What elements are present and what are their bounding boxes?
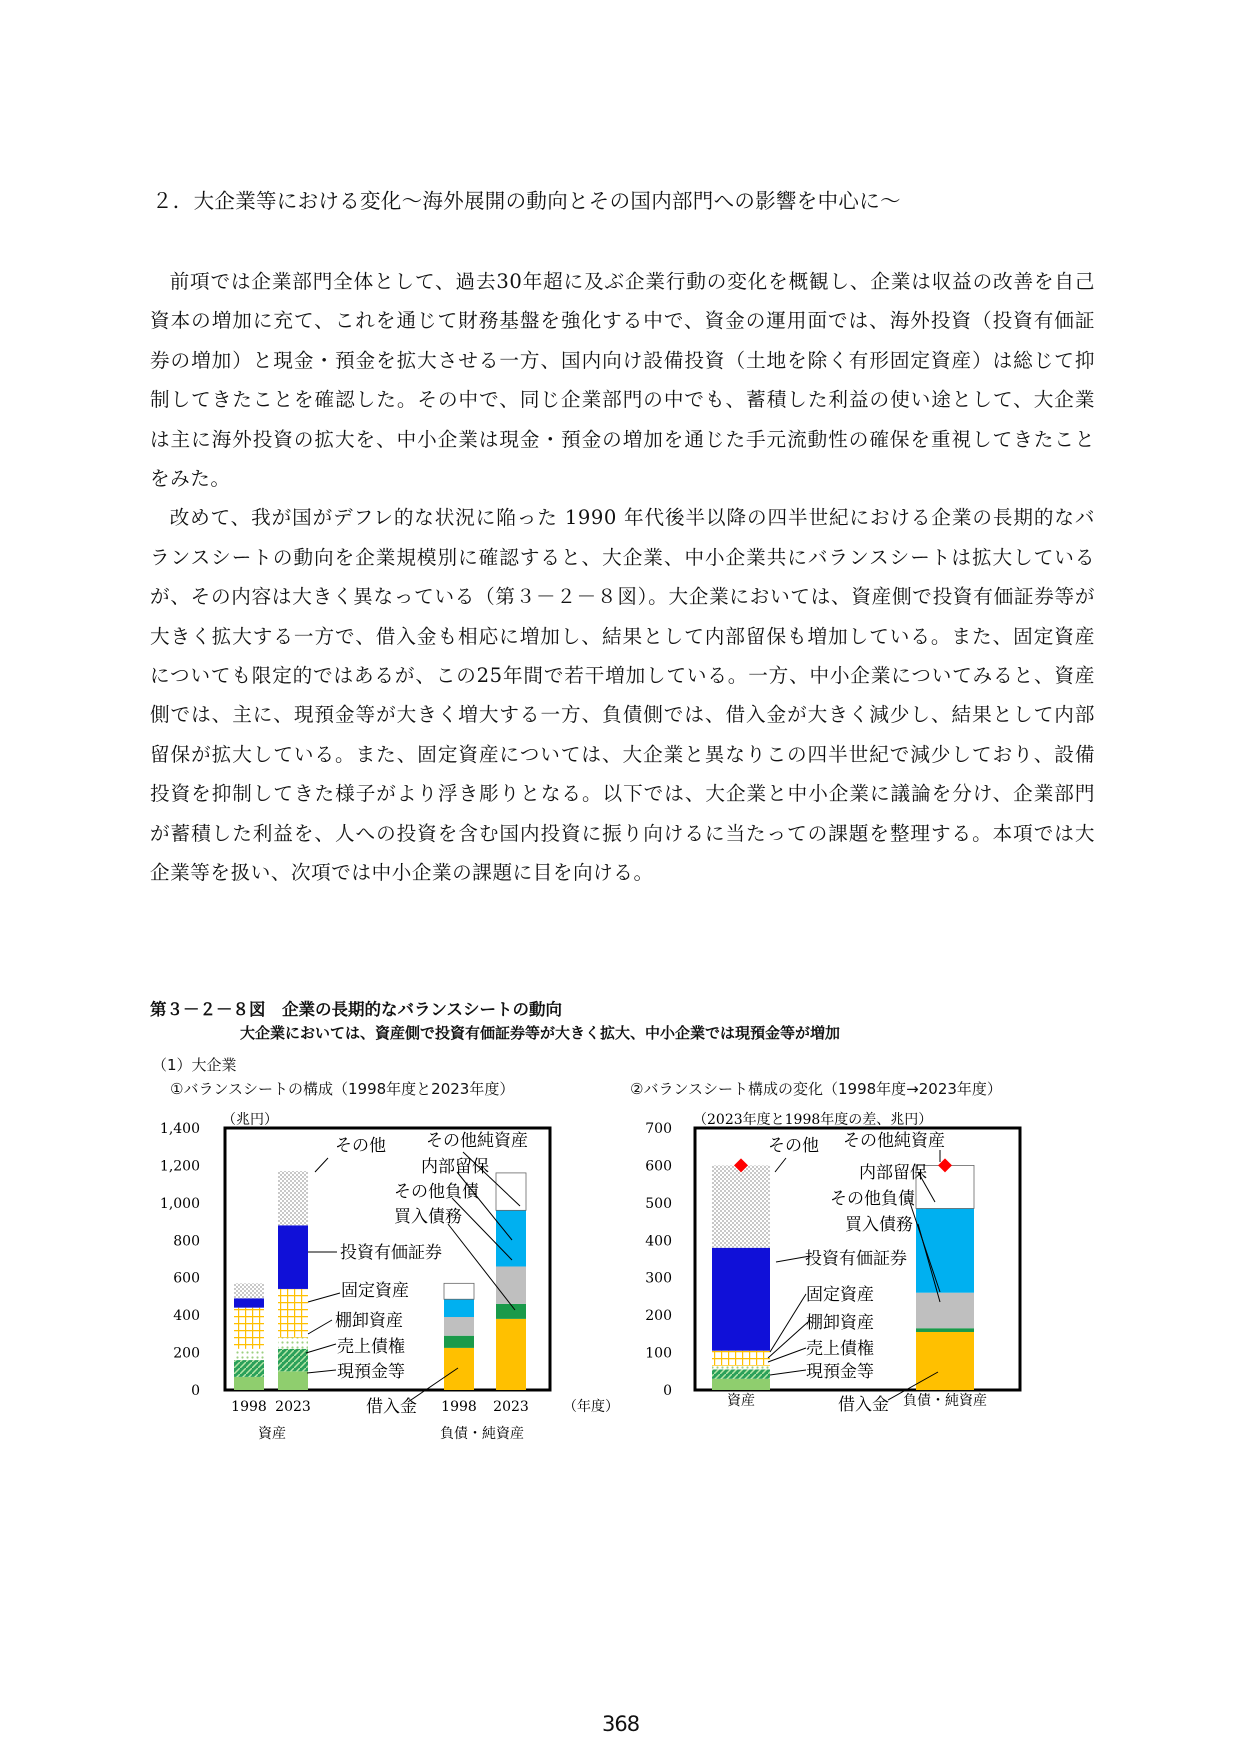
bar-segment-other-liabilities bbox=[444, 1317, 474, 1336]
y-tick-label: 1,000 bbox=[159, 1195, 200, 1212]
bar-segment-securities bbox=[712, 1248, 770, 1351]
panel1-title: ①バランスシートの構成（1998年度と2023年度） bbox=[170, 1080, 515, 1098]
y-tick-label: 700 bbox=[645, 1121, 672, 1137]
x-tick-label: 2023 bbox=[275, 1399, 311, 1415]
y-tick-label: 0 bbox=[191, 1383, 200, 1399]
x-tick-label: 2023 bbox=[493, 1399, 529, 1415]
chart2-label-other-net-assets: その他純資産 bbox=[843, 1131, 945, 1151]
bar-segment-other-net-assets bbox=[496, 1173, 526, 1210]
y-tick-label: 1,400 bbox=[159, 1121, 200, 1137]
bar-segment-other-assets bbox=[234, 1283, 264, 1298]
y-tick-label: 600 bbox=[173, 1270, 200, 1287]
chart2-y-tick-labels bbox=[645, 1121, 672, 1399]
bar-segment-receivables bbox=[234, 1360, 264, 1377]
y-tick-label: 500 bbox=[645, 1195, 672, 1212]
chart2-label-payables: 買入債務 bbox=[845, 1215, 913, 1235]
y-tick-label: 100 bbox=[645, 1345, 672, 1362]
x-tick-label: 資産 bbox=[727, 1393, 755, 1409]
bar-segment-retained-earnings bbox=[916, 1208, 974, 1292]
y-tick-label: 400 bbox=[173, 1308, 200, 1325]
x-tick-label: 負債・純資産 bbox=[903, 1393, 987, 1409]
figure-subtitle: 大企業においては、資産側で投資有価証券等が大きく拡大、中小企業では現預金等が増加 bbox=[240, 1024, 841, 1042]
y-tick-label: 400 bbox=[645, 1233, 672, 1250]
bar-segment-inventories bbox=[234, 1349, 264, 1360]
chart1-group-label-liabilities: 負債・純資産 bbox=[440, 1426, 524, 1442]
chart1-label-securities: 投資有価証券 bbox=[340, 1243, 442, 1263]
bar-segment-cash bbox=[712, 1379, 770, 1390]
chart2-label-inventories: 棚卸資産 bbox=[806, 1313, 874, 1333]
y-tick-label: 1,200 bbox=[159, 1158, 200, 1175]
paragraph: 改めて、我が国がデフレ的な状況に陥った 1990 年代後半以降の四半世紀における企業の長期的なバランスシートの動向を企業規模別に確認すると、大企業、中小企業共にバランスシートは拡大しているが、その内容は大きく異なっている（第３－２－８図）。大企業においては、資産側で投資有価証券等が大きく拡大する一方で、借入金も相応に増加し、結果として内部留保も増加している。また、固定資産についても限定的ではあるが、この25年間で若干増加している。一方、中小企業についてみると、資産側では、主に、現預金等が大きく増大する一方、負債側では、借入金が大きく減少し、結果として内部留保が拡大している。また、固定資産については、大企業と異なりこの四半世紀で減少しており、設備投資を抑制してきた様子がより浮き彫りとなる。以下では、大企業と中小企業に議論を分け、企業部門が蓄積した利益を、人への投資を含む国内投資に振り向けるに当たっての課題を整理する。本項では大企業等を扱い、次項では中小企業の課題に目を向ける。 bbox=[150, 506, 1095, 885]
chart2-label-other: その他 bbox=[768, 1136, 819, 1156]
chart1-x-unit: （年度） bbox=[563, 1399, 619, 1415]
y-tick-label: 300 bbox=[645, 1270, 672, 1287]
chart1-label-fixed-assets: 固定資産 bbox=[341, 1281, 409, 1301]
chart2-y-unit: （2023年度と1998年度の差、兆円） bbox=[693, 1112, 933, 1128]
bar-segment-other-net-assets bbox=[444, 1283, 474, 1299]
bar-segment-inventories bbox=[278, 1338, 308, 1349]
y-tick-label: 200 bbox=[173, 1345, 200, 1362]
panel2-title: ②バランスシート構成の変化（1998年度→2023年度） bbox=[630, 1080, 1002, 1098]
x-tick-label: 1998 bbox=[231, 1399, 267, 1415]
bar-segment-fixed-assets bbox=[234, 1308, 264, 1349]
page-number: 368 bbox=[602, 1712, 640, 1736]
bar-segment-other-assets bbox=[278, 1171, 308, 1225]
bar-segment-other-assets bbox=[712, 1165, 770, 1247]
section-heading: ２．大企業等における変化〜海外展開の動向とその国内部門への影響を中心に〜 bbox=[152, 189, 901, 213]
chart2-label-retained-earnings: 内部留保 bbox=[859, 1163, 927, 1183]
y-tick-label: 800 bbox=[173, 1233, 200, 1250]
chart1-y-tick-labels bbox=[160, 1121, 200, 1399]
x-tick-label: 1998 bbox=[441, 1399, 477, 1415]
chart1-group-label-assets: 資産 bbox=[258, 1426, 286, 1442]
chart1-label-other-net-assets: その他純資産 bbox=[426, 1131, 528, 1151]
bar-segment-receivables bbox=[278, 1349, 308, 1371]
y-tick-label: 200 bbox=[645, 1308, 672, 1325]
bar-segment-securities bbox=[278, 1225, 308, 1289]
bar-segment-borrowings bbox=[444, 1348, 474, 1390]
bar-segment-borrowings bbox=[916, 1332, 974, 1390]
chart2-label-fixed-assets: 固定資産 bbox=[806, 1285, 874, 1305]
bar-segment-borrowings bbox=[496, 1319, 526, 1390]
chart1-label-retained-earnings: 内部留保 bbox=[421, 1157, 489, 1177]
chart1-label-payables: 買入債務 bbox=[394, 1207, 462, 1227]
chart1-label-other-liabilities: その他負債 bbox=[394, 1182, 479, 1202]
chart1-label-cash: 現預金等 bbox=[337, 1362, 405, 1382]
bar-segment-other-liabilities bbox=[916, 1293, 974, 1329]
bar-segment-retained-earnings bbox=[444, 1299, 474, 1317]
bar-segment-payables bbox=[444, 1336, 474, 1348]
chart1-y-unit: （兆円） bbox=[222, 1112, 278, 1128]
bar-segment-securities bbox=[234, 1298, 264, 1307]
bar-segment-payables bbox=[916, 1328, 974, 1332]
chart1-label-borrowings: 借入金 bbox=[366, 1397, 417, 1417]
chart2-label-borrowings: 借入金 bbox=[838, 1395, 889, 1415]
chart2 bbox=[645, 1111, 1020, 1415]
bar-segment-fixed-assets bbox=[278, 1289, 308, 1338]
chart2-label-other-liabilities: その他負債 bbox=[830, 1189, 915, 1209]
chart1 bbox=[160, 1112, 619, 1442]
chart2-label-securities: 投資有価証券 bbox=[805, 1249, 907, 1269]
figure-title: 第３－２－８図 企業の長期的なバランスシートの動向 bbox=[150, 1000, 563, 1019]
bar-segment-receivables bbox=[712, 1369, 770, 1378]
bar-segment-cash bbox=[234, 1377, 264, 1390]
bar-segment-inventories bbox=[712, 1366, 770, 1370]
bar-segment-fixed-assets bbox=[712, 1351, 770, 1366]
chart1-label-other: その他 bbox=[335, 1136, 386, 1156]
y-tick-label: 0 bbox=[663, 1383, 672, 1399]
chart1-label-inventories: 棚卸資産 bbox=[335, 1311, 403, 1331]
y-tick-label: 600 bbox=[645, 1158, 672, 1175]
bar-segment-other-liabilities bbox=[496, 1266, 526, 1303]
figure-section-label: （1）大企業 bbox=[152, 1056, 237, 1074]
bar-segment-payables bbox=[496, 1304, 526, 1319]
bar-segment-cash bbox=[278, 1371, 308, 1390]
chart1-label-receivables: 売上債権 bbox=[337, 1337, 405, 1357]
chart2-label-cash: 現預金等 bbox=[806, 1362, 874, 1382]
chart2-label-receivables: 売上債権 bbox=[806, 1339, 874, 1359]
paragraph: 前項では企業部門全体として、過去30年超に及ぶ企業行動の変化を概観し、企業は収益の改善を自己資本の増加に充て、これを通じて財務基盤を強化する中で、資金の運用面では、海外投資（投資有価証券の増加）と現金・預金を拡大させる一方、国内向け設備投資（土地を除く有形固定資産）は総じて抑制してきたことを確認した。その中で、同じ企業部門の中でも、蓄積した利益の使い途として、大企業は主に海外投資の拡大を、中小企業は現金・預金の増加を通じた手元流動性の確保を重視してきたことをみた。 bbox=[150, 270, 1095, 491]
